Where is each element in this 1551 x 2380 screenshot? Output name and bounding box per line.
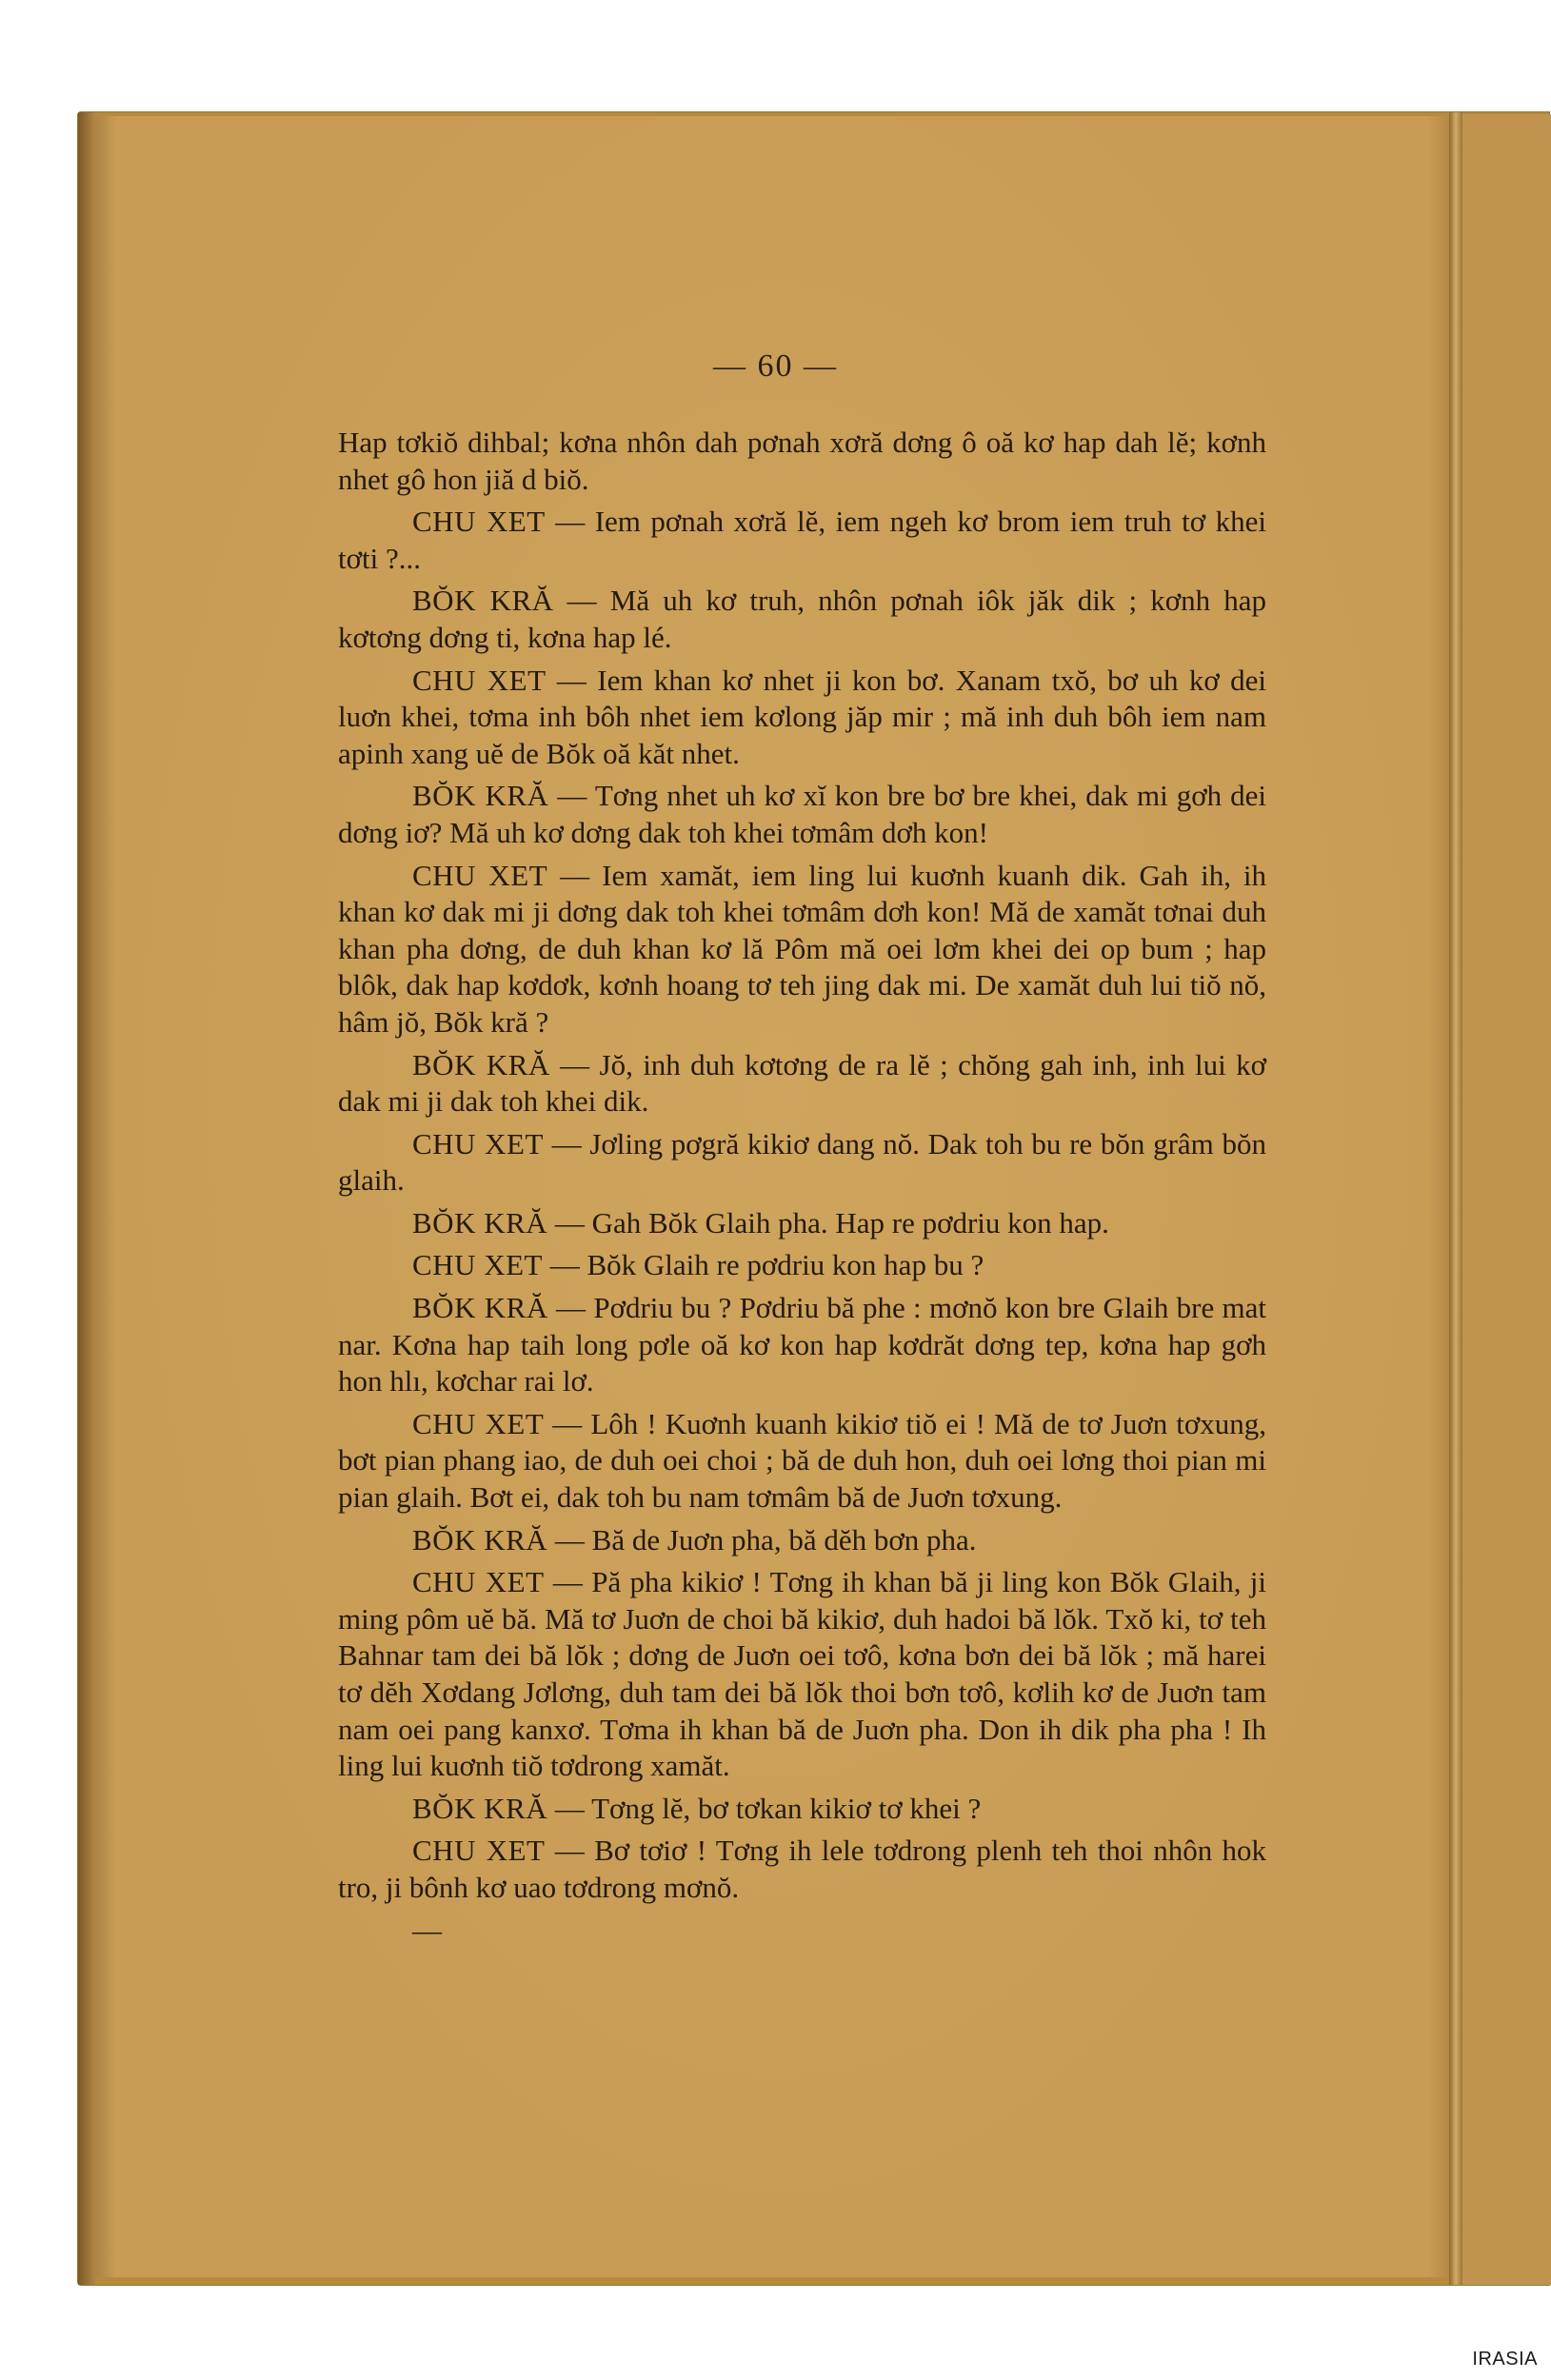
dialogue-text: Jŏ, inh duh kơtơng de ra lĕ ; chŏng gah inh, inh lui kơ dak mi ji dak toh khei dik.: [338, 1047, 1267, 1119]
dialogue-text: Bŏk Glaih re pơdriu kon hap bu ?: [587, 1248, 984, 1282]
dialogue-paragraph: CHU XET — Lôh ! Kuơnh kuanh kikiơ tiŏ ei ! Mă de tơ Juơn tơxung, bơt pian phang iao, de duh oei choi ; bă de duh hon, duh oei lơng thoi pian mi pian glaih. Bơt ei, dak toh bu nam tơmâm bă de Juơn tơxung.: [338, 1406, 1267, 1515]
watermark: IRASIA: [1472, 2349, 1538, 2370]
dialogue-text: Tơng lĕ, bơ tơkan kikiơ tơ khei ?: [591, 1791, 982, 1825]
speaker-name: BŎK KRĂ: [412, 1291, 548, 1325]
dialogue-paragraph: CHU XET — Iem khan kơ nhet ji kon bơ. Xanam txŏ, bơ uh kơ dei luơn khei, tơma inh bôh nhet iem kơlong jăp mir ; mă inh duh bôh iem nam apinh xang uĕ de Bŏk oă kăt nhet.: [338, 663, 1266, 770]
speaker-name: CHU XET: [412, 858, 548, 892]
speaker-name: CHU XET: [412, 1834, 546, 1868]
dialogue-paragraph: CHU XET — Jơling pơgră kikiơ dang nŏ. Dak toh bu re bŏn grâm bŏn glaih.: [338, 1126, 1266, 1198]
dialogue-text: Mă uh kơ truh, nhôn pơnah iôk jăk dik ; kơnh hap kơtơng dơng ti, kơna hap lé.: [338, 584, 1267, 654]
page-left-edge: [78, 112, 95, 2285]
speaker-name: CHU XET: [412, 505, 546, 539]
speaker-name: BŎK KRĂ: [412, 1205, 548, 1240]
page-fold: [1449, 112, 1462, 2285]
dialogue-text: Pơdriu bu ? Pơdriu bă phe : mơnŏ kon bre Glaih bre mat nar. Kơna hap taih long pơle oă kơ kon hap kơdrăt dơng tep, kơna hap gơh hon hlı, kơchar rai lơ.: [338, 1291, 1267, 1398]
paragraph: Hap tơkiŏ dihbal; kơna nhôn dah pơnah xơră dơng ô oă kơ hap dah lĕ; kơnh nhet gô hon jiă d biŏ.: [338, 426, 1266, 496]
dialogue-text: Tơng nhet uh kơ xĭ kon bre bơ bre khei, dak mi gơh dei dơng iơ? Mă uh kơ dơng dak toh khei tơmâm dơh kon!: [338, 779, 1266, 849]
dialogue-paragraph: BŎK KRĂ — Mă uh kơ truh, nhôn pơnah iôk jăk dik ; kơnh hap kơtơng dơng ti, kơna hap lé.: [338, 584, 1267, 654]
speaker-name: BŎK KRĂ: [412, 779, 549, 813]
dialogue-text: Gah Bŏk Glaih pha. Hap re pơdriu kon hap.: [591, 1205, 1109, 1240]
speaker-name: CHU XET: [412, 1126, 544, 1160]
dialogue-paragraph: BŎK KRĂ — Jŏ, inh duh kơtơng de ra lĕ ; chŏng gah inh, inh lui kơ dak mi ji dak toh khei dik.: [338, 1047, 1267, 1119]
speaker-name: CHU XET: [412, 663, 547, 697]
dialogue-text: Lôh ! Kuơnh kuanh kikiơ tiŏ ei ! Mă de tơ Juơn tơxung, bơt pian phang iao, de duh oei choi ; bă de duh hon, duh oei lơng thoi pian mi pian glaih. Bơt ei, dak toh bu nam tơmâm bă de Juơn tơxung.: [338, 1406, 1267, 1515]
dialogue-paragraph: —: [412, 1913, 442, 1947]
dialogue-paragraph: CHU XET — Iem xamăt, iem ling lui kuơnh kuanh dik. Gah ih, ih khan kơ dak mi ji dơng dak toh khei tơmâm dơh kon! Mă de xamăt tơnai duh khan pha dơng, de duh khan kơ lă Pôm mă oei lơm khei dei op bum ; hap blôk, dak hap kơdơk, kơnh hoang tơ teh jing dak mi. De xamăt duh lui tiŏ nŏ, hâm jŏ, Bŏk kră ?: [338, 858, 1267, 1039]
speaker-name: CHU XET: [412, 1565, 545, 1599]
dialogue-paragraph: CHU XET — Pă pha kikiơ ! Tơng ih khan bă ji ling kon Bŏk Glaih, ji ming pôm uĕ bă. Mă tơ Juơn de choi bă kikiơ, duh hadoi bă lŏk. Txŏ ki, tơ teh Bahnar tam dei bă lŏk ; dơng de Juơn oei tơô, kơna bơn dei bă lŏk ; mă harei tơ dĕh Xơdang Jơlơng, duh tam dei bă lŏk thoi bơn tơô, kơlih kơ de Juơn tam nam oei pang kanxơ. Tơma ih khan bă de Juơn pha. Don ih dik pha pha ! Ih ling lui kuơnh tiŏ tơdrong xamăt.: [338, 1565, 1267, 1783]
speaker-name: BŎK KRĂ: [412, 584, 554, 618]
speaker-name: BŎK KRĂ: [412, 1522, 548, 1557]
speaker-name: BŎK KRĂ: [412, 1047, 550, 1081]
dialogue-paragraph: BŎK KRĂ — Tơng lĕ, bơ tơkan kikiơ tơ khei ?: [412, 1791, 982, 1825]
dialogue-paragraph: BŎK KRĂ — Tơng nhet uh kơ xĭ kon bre bơ bre khei, dak mi gơh dei dơng iơ? Mă uh kơ dơng dak toh khei tơmâm dơh kon!: [338, 779, 1266, 849]
dialogue-text: Iem xamăt, iem ling lui kuơnh kuanh dik. Gah ih, ih khan kơ dak mi ji dơng dak toh khei tơmâm dơh kon! Mă de xamăt tơnai duh khan pha dơng, de duh khan kơ lă Pôm mă oei lơm khei dei op bum ; hap blôk, dak hap kơdơk, kơnh hoang tơ teh jing dak mi. De xamăt duh lui tiŏ nŏ, hâm jŏ, Bŏk kră ?: [338, 858, 1267, 1039]
dialogue-text: Bă de Juơn pha, bă dĕh bơn pha.: [591, 1522, 977, 1557]
dialogue-paragraph: BŎK KRĂ — Pơdriu bu ? Pơdriu bă phe : mơnŏ kon bre Glaih bre mat nar. Kơna hap taih long pơle oă kơ kon hap kơdrăt dơng tep, kơna hap gơh hon hlı, kơchar rai lơ.: [338, 1291, 1267, 1398]
page-text: [338, 425, 1266, 1954]
dialogue-paragraph: CHU XET — Iem pơnah xơră lĕ, iem ngeh kơ brom iem truh tơ khei tơti ?...: [338, 505, 1266, 575]
dialogue-text: Bơ tơiơ ! Tơng ih lele tơdrong plenh teh thoi nhôn hok tro, ji bônh kơ uao tơdrong mơnŏ.: [338, 1834, 1266, 1904]
dialogue-text: Pă pha kikiơ ! Tơng ih khan bă ji ling kon Bŏk Glaih, ji ming pôm uĕ bă. Mă tơ Juơn de choi bă kikiơ, duh hadoi bă lŏk. Txŏ ki, tơ teh Bahnar tam dei bă lŏk ; dơng de Juơn oei tơô, kơna bơn dei bă lŏk ; mă harei tơ dĕh Xơdang Jơlơng, duh tam dei bă lŏk thoi bơn tơô, kơlih kơ de Juơn tam nam oei pang kanxơ. Tơma ih khan bă de Juơn pha. Don ih dik pha pha ! Ih ling lui kuơnh tiŏ tơdrong xamăt.: [338, 1565, 1267, 1783]
speaker-name: CHU XET: [412, 1248, 543, 1282]
dialogue-paragraph: BŎK KRĂ — Bă de Juơn pha, bă dĕh bơn pha.: [412, 1522, 977, 1557]
speaker-name: CHU XET: [412, 1406, 545, 1440]
dialogue-paragraph: BŎK KRĂ — Gah Bŏk Glaih pha. Hap re pơdriu kon hap.: [412, 1205, 1109, 1240]
dialogue-paragraph: CHU XET — Bơ tơiơ ! Tơng ih lele tơdrong plenh teh thoi nhôn hok tro, ji bônh kơ uao tơdrong mơnŏ.: [338, 1834, 1266, 1904]
dialogue-text: Iem pơnah xơră lĕ, iem ngeh kơ brom iem truh tơ khei tơti ?...: [338, 505, 1266, 575]
dialogue-paragraph: CHU XET — Bŏk Glaih re pơdriu kon hap bu ?: [412, 1248, 984, 1282]
next-page-edge: [1462, 114, 1551, 2285]
speaker-name: BŎK KRĂ: [412, 1791, 548, 1825]
dialogue-text: Jơling pơgră kikiơ dang nŏ. Dak toh bu re bŏn grâm bŏn glaih.: [338, 1126, 1266, 1198]
dialogue-text: Iem khan kơ nhet ji kon bơ. Xanam txŏ, bơ uh kơ dei luơn khei, tơma inh bôh nhet iem kơlong jăp mir ; mă inh duh bôh iem nam apinh xang uĕ de Bŏk oă kăt nhet.: [338, 663, 1266, 770]
page-number: — 60 —: [713, 348, 838, 384]
